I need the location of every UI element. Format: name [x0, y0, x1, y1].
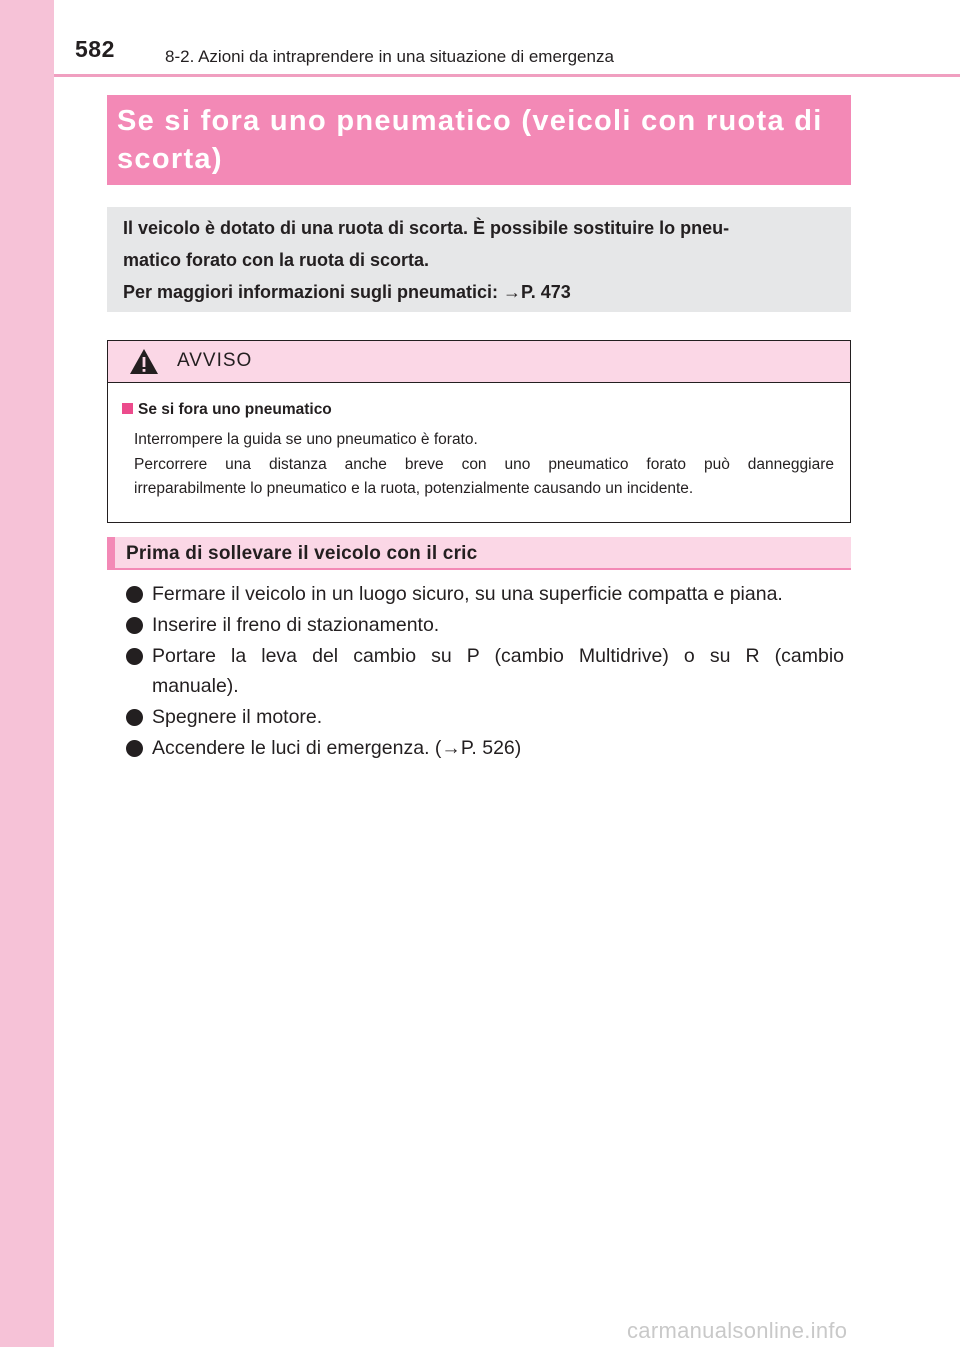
list-item — [126, 641, 844, 701]
warning-subheading-text: Se si fora uno pneumatico — [138, 401, 332, 418]
warning-body — [108, 383, 850, 502]
square-bullet-icon — [122, 403, 133, 414]
page-title-line1: Se si fora uno pneumatico (veicoli con ruota di — [117, 105, 823, 137]
bullet-dot-icon — [126, 740, 143, 757]
page-number: 582 — [75, 36, 115, 62]
list-item-text: Accendere le luci di emergenza. (→P. 526) — [152, 737, 522, 759]
list-item-text: Fermare il veicolo in un luogo sicuro, su una superficie compatta e piana. — [152, 583, 783, 605]
page-title-line2: scorta) — [117, 143, 223, 175]
section-header: 8-2. Azioni da intraprendere in una situazione di emergenza — [165, 47, 614, 66]
section-subheading: Prima di sollevare il veicolo con il cric — [107, 537, 851, 570]
warning-subheading — [122, 400, 834, 420]
warning-line: Interrompere la guida se uno pneumatico è forato. — [134, 431, 478, 448]
bullet-dot-icon — [126, 617, 143, 634]
intro-reference: Per maggiori informazioni sugli pneumatici: →P. 473 — [123, 282, 571, 302]
list-item — [126, 610, 844, 640]
bullet-dot-icon — [126, 648, 143, 665]
list-item — [126, 702, 844, 732]
list-item-text: manuale). — [152, 675, 239, 697]
intro-paragraph — [123, 212, 835, 276]
warning-text — [134, 428, 834, 502]
warning-line: Percorrere una distanza anche breve con uno pneumatico forato può danneggiare — [134, 455, 834, 473]
watermark: carmanualsonline.info — [627, 1318, 848, 1343]
page-title — [107, 95, 851, 185]
list-item — [126, 579, 844, 609]
warning-triangle-icon — [129, 348, 159, 375]
bullet-dot-icon — [126, 586, 143, 603]
intro-box — [107, 207, 851, 312]
warning-header — [108, 341, 850, 383]
list-item-text: Spegnere il motore. — [152, 706, 323, 728]
intro-line1: Il veicolo è dotato di una ruota di scorta. È possibile sostituire lo pneu- — [123, 218, 730, 238]
bullet-dot-icon — [126, 709, 143, 726]
warning-line: irreparabilmente lo pneumatico e la ruota, potenzialmente causando un incidente. — [134, 480, 694, 497]
list-item — [126, 733, 844, 763]
intro-line2: matico forato con la ruota di scorta. — [123, 250, 430, 270]
checklist — [126, 579, 844, 764]
list-item-text: Inserire il freno di stazionamento. — [152, 614, 440, 636]
warning-label: AVVISO — [177, 350, 253, 371]
list-item-text: Portare la leva del cambio su P (cambio Multidrive) o su R (cambio — [152, 645, 844, 667]
page-side-tab — [0, 0, 54, 1347]
warning-box — [107, 340, 851, 523]
header-divider — [54, 74, 960, 77]
